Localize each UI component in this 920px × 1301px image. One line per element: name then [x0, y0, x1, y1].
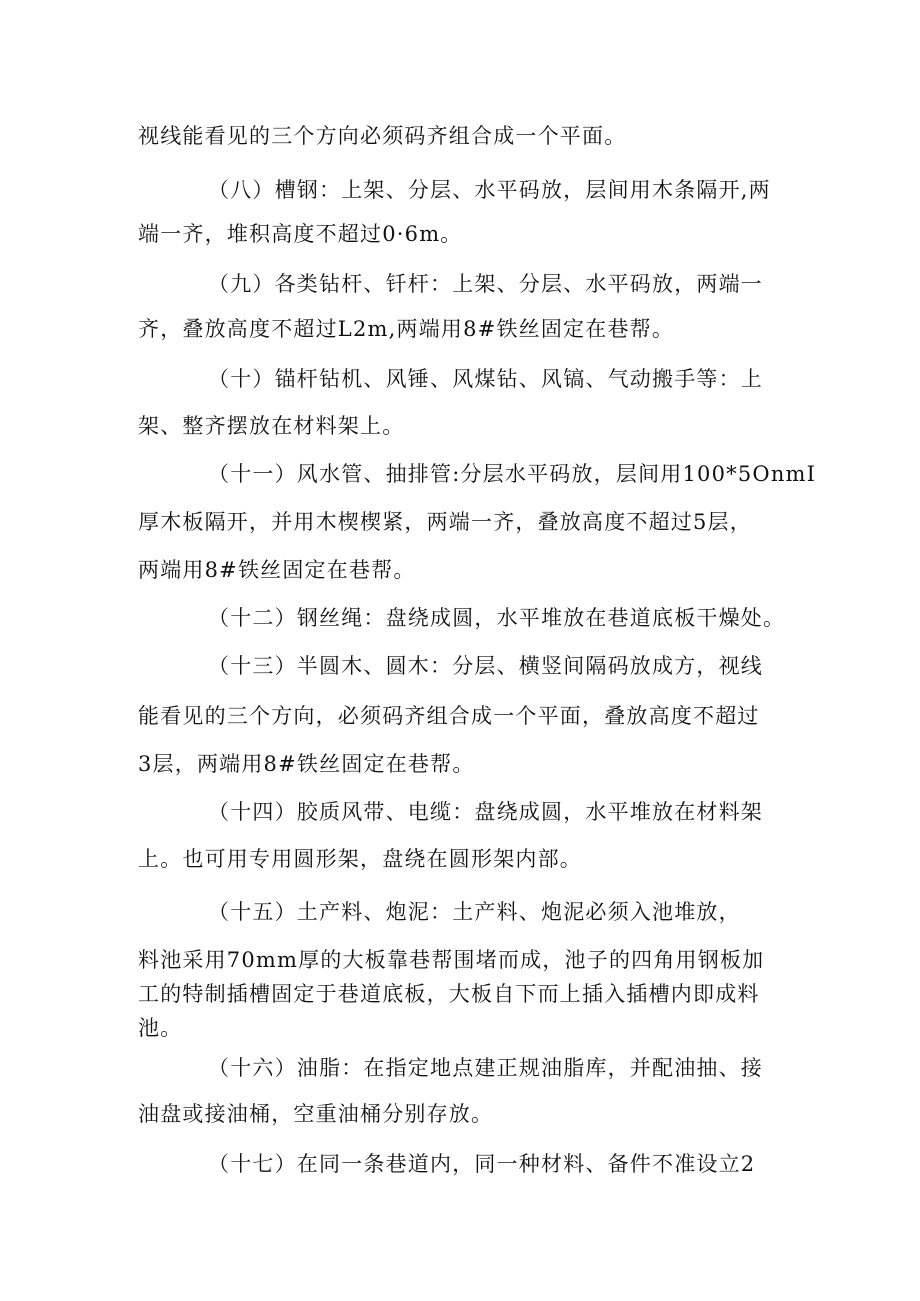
- text-line: 厚木板隔开，并用木楔楔紧，两端一齐，叠放高度不超过5层，: [138, 510, 752, 534]
- text-line-section-14: （十四）胶质风带、电缆：盘绕成圆，水平堆放在材料架: [208, 800, 763, 824]
- text-line-section-8: （八）槽钢：上架、分层、水平码放，层间用木条隔开,两: [208, 178, 771, 202]
- text-line: 架、整齐摆放在材料架上。: [138, 414, 405, 438]
- text-line-section-12: （十二）钢丝绳：盘绕成圆，水平堆放在巷道底板干燥处。: [208, 606, 786, 630]
- text-line-section-9: （九）各类钻杆、钎杆：上架、分层、水平码放，两端一: [208, 272, 763, 296]
- text-line-section-11: （十一）风水管、抽排管:分层水平码放，层间用100*5OnmI: [208, 462, 817, 486]
- text-line: 视线能看见的三个方向必须码齐组合成一个平面。: [138, 124, 627, 148]
- text-line: 上。也可用专用圆形架，盘绕在圆形架内部。: [138, 847, 582, 871]
- text-line: 齐，叠放高度不超过L2m,两端用8#铁丝固定在巷帮。: [138, 317, 675, 341]
- text-line: 工的特制插槽固定于巷道底板，大板自下而上插入插槽内即成料: [138, 982, 760, 1006]
- text-line: 3层，两端用8#铁丝固定在巷帮。: [138, 752, 475, 776]
- text-line: 能看见的三个方向，必须码齐组合成一个平面，叠放高度不超过: [138, 704, 760, 728]
- text-line-section-17: （十七）在同一条巷道内，同一种材料、备件不准设立2: [208, 1152, 756, 1176]
- text-line-section-13: （十三）半圆木、圆木：分层、横竖间隔码放成方，视线: [208, 654, 763, 678]
- text-line-section-10: （十）锚杆钻机、风锤、风煤钻、风镐、气动搬手等：上: [208, 367, 763, 391]
- text-line-section-16: （十六）油脂：在指定地点建正规油脂库，并配油抽、接: [208, 1056, 763, 1080]
- text-line-section-15: （十五）土产料、炮泥：土产料、炮泥必须入池堆放，: [208, 900, 741, 924]
- text-line: 池。: [138, 1016, 183, 1040]
- text-line: 端一齐，堆积高度不超过0·6m。: [138, 222, 463, 246]
- text-line: 两端用8#铁丝固定在巷帮。: [138, 558, 416, 582]
- text-line: 油盘或接油桶，空重油桶分别存放。: [138, 1102, 494, 1126]
- text-line: 料池采用70mm厚的大板靠巷帮围堵而成，池子的四角用钢板加: [138, 948, 765, 972]
